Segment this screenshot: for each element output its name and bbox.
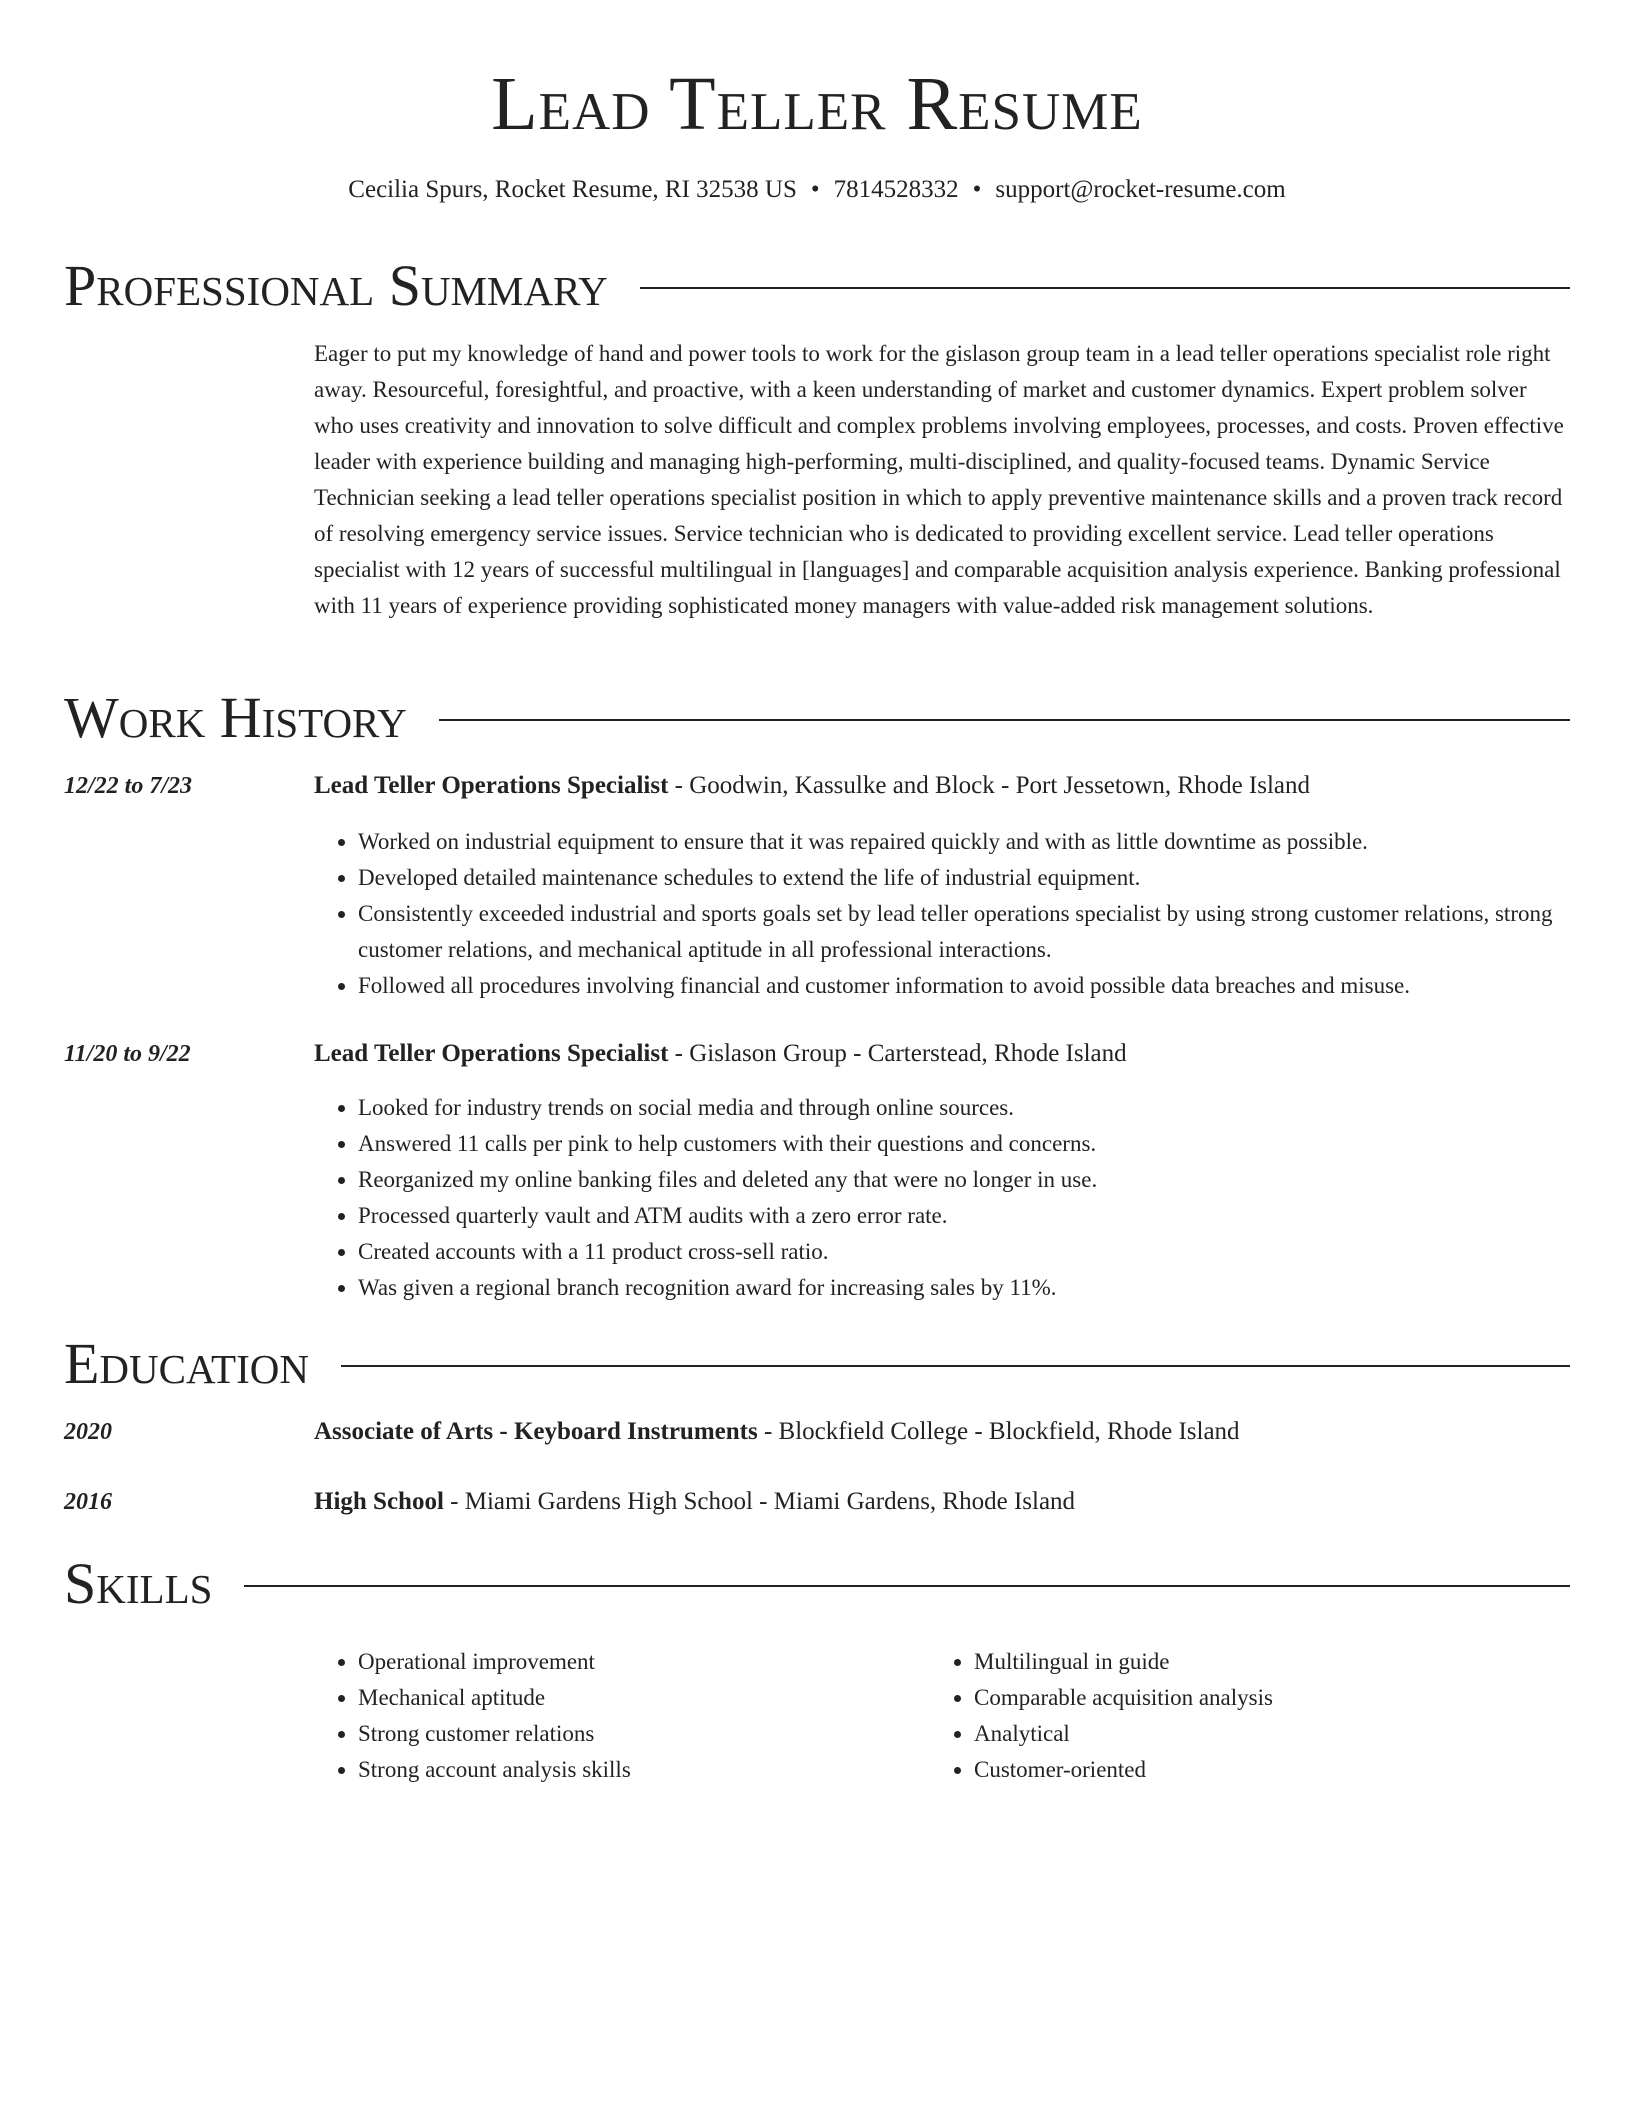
work-dates: 12/22 to 7/23	[64, 773, 193, 799]
education-degree: High School	[314, 1488, 444, 1515]
work-dates: 11/20 to 9/22	[64, 1041, 191, 1067]
section-divider	[341, 1365, 1570, 1367]
section-title-work: Work History	[64, 685, 407, 750]
list-item: • Reorganized my online banking files and deleted any that were no longer in use.	[358, 1162, 1570, 1198]
list-item: • Processed quarterly vault and ATM audits with a zero error rate.	[358, 1198, 1570, 1234]
skill-item: • Strong customer relations	[358, 1716, 914, 1752]
summary-text: Eager to put my knowledge of hand and power tools to work for the gislason group team in a lead teller operations specialist role right away. Resourceful, foresightful, and proactive, with a keen understanding of market and customer dynamics. Expert problem solver who uses creativity and innovation to solve difficult and complex problems involving employees, processes, and costs. Proven effective leader with experience building and managing high-performing, multi-disciplined, and quality-focused teams. Dynamic Service Technician seeking a lead teller operations specialist position in which to apply preventive maintenance skills and a proven track record of resolving emergency service issues. Service technician who is dedicated to providing excellent service. Lead teller operations specialist with 12 years of successful multilingual in [languages] and comparable acquisition analysis experience. Banking professional with 11 years of experience providing sophisticated money managers with value-added risk management solutions.	[314, 341, 1564, 618]
section-title-summary: Professional Summary	[64, 253, 608, 318]
resume-page	[64, 0, 1570, 1782]
resume-title: Lead Teller Resume	[491, 62, 1143, 146]
work-details: - Goodwin, Kassulke and Block - Port Jessetown, Rhode Island	[668, 772, 1311, 799]
work-title: Lead Teller Operations Specialist	[314, 1040, 669, 1067]
section-divider	[439, 719, 1570, 721]
section-header-summary	[64, 253, 1570, 318]
contact-separator: •	[810, 176, 820, 203]
section-divider	[640, 287, 1570, 289]
section-header-education	[64, 1331, 1570, 1396]
list-item: • Consistently exceeded industrial and sports goals set by lead teller operations specialist by using strong customer relations, strong customer relations, and mechanical aptitude in all professional interactions.	[358, 896, 1570, 968]
skill-item: • Strong account analysis skills	[358, 1752, 914, 1788]
list-item: • Worked on industrial equipment to ensure that it was repaired quickly and with as little downtime as possible.	[358, 824, 1570, 860]
contact-separator: •	[972, 176, 982, 203]
education-heading	[314, 1486, 1570, 1518]
skill-item: • Customer-oriented	[974, 1752, 1530, 1788]
work-bullets	[314, 1090, 1570, 1306]
skills-column-left	[314, 1644, 914, 1788]
section-header-skills	[64, 1551, 1570, 1616]
list-item: • Answered 11 calls per pink to help customers with their questions and concerns.	[358, 1126, 1570, 1162]
contact-email: support@rocket-resume.com	[995, 176, 1286, 203]
contact-address: Cecilia Spurs, Rocket Resume, RI 32538 US	[348, 176, 797, 203]
skill-item: • Operational improvement	[358, 1644, 914, 1680]
skill-item: • Comparable acquisition analysis	[974, 1680, 1530, 1716]
work-title: Lead Teller Operations Specialist	[314, 772, 669, 799]
contact-phone: 7814528332	[833, 176, 959, 203]
education-year: 2016	[64, 1489, 112, 1515]
education-details: - Blockfield College - Blockfield, Rhode Island	[757, 1418, 1240, 1445]
work-heading	[314, 1038, 1570, 1070]
section-header-work	[64, 685, 1570, 750]
education-year: 2020	[64, 1419, 112, 1445]
section-title-skills: Skills	[64, 1551, 213, 1616]
skill-item: • Multilingual in guide	[974, 1644, 1530, 1680]
education-heading	[314, 1416, 1570, 1448]
education-degree: Associate of Arts - Keyboard Instruments	[314, 1418, 758, 1445]
section-divider	[244, 1585, 1570, 1587]
work-bullets	[314, 824, 1570, 1004]
skills-column-right	[930, 1644, 1530, 1788]
list-item: • Developed detailed maintenance schedules to extend the life of industrial equipment.	[358, 860, 1570, 896]
work-details: - Gislason Group - Carterstead, Rhode Island	[668, 1040, 1127, 1067]
skill-item: • Analytical	[974, 1716, 1530, 1752]
education-details: - Miami Gardens High School - Miami Gardens, Rhode Island	[443, 1488, 1076, 1515]
contact-line	[64, 174, 1570, 206]
skill-item: • Mechanical aptitude	[358, 1680, 914, 1716]
section-title-education: Education	[64, 1331, 309, 1396]
list-item: • Followed all procedures involving financial and customer information to avoid possible data breaches and misuse.	[358, 968, 1570, 1004]
list-item: • Was given a regional branch recognition award for increasing sales by 11%.	[358, 1270, 1570, 1306]
list-item: • Created accounts with a 11 product cross-sell ratio.	[358, 1234, 1570, 1270]
work-heading	[314, 770, 1570, 802]
list-item: • Looked for industry trends on social media and through online sources.	[358, 1090, 1570, 1126]
